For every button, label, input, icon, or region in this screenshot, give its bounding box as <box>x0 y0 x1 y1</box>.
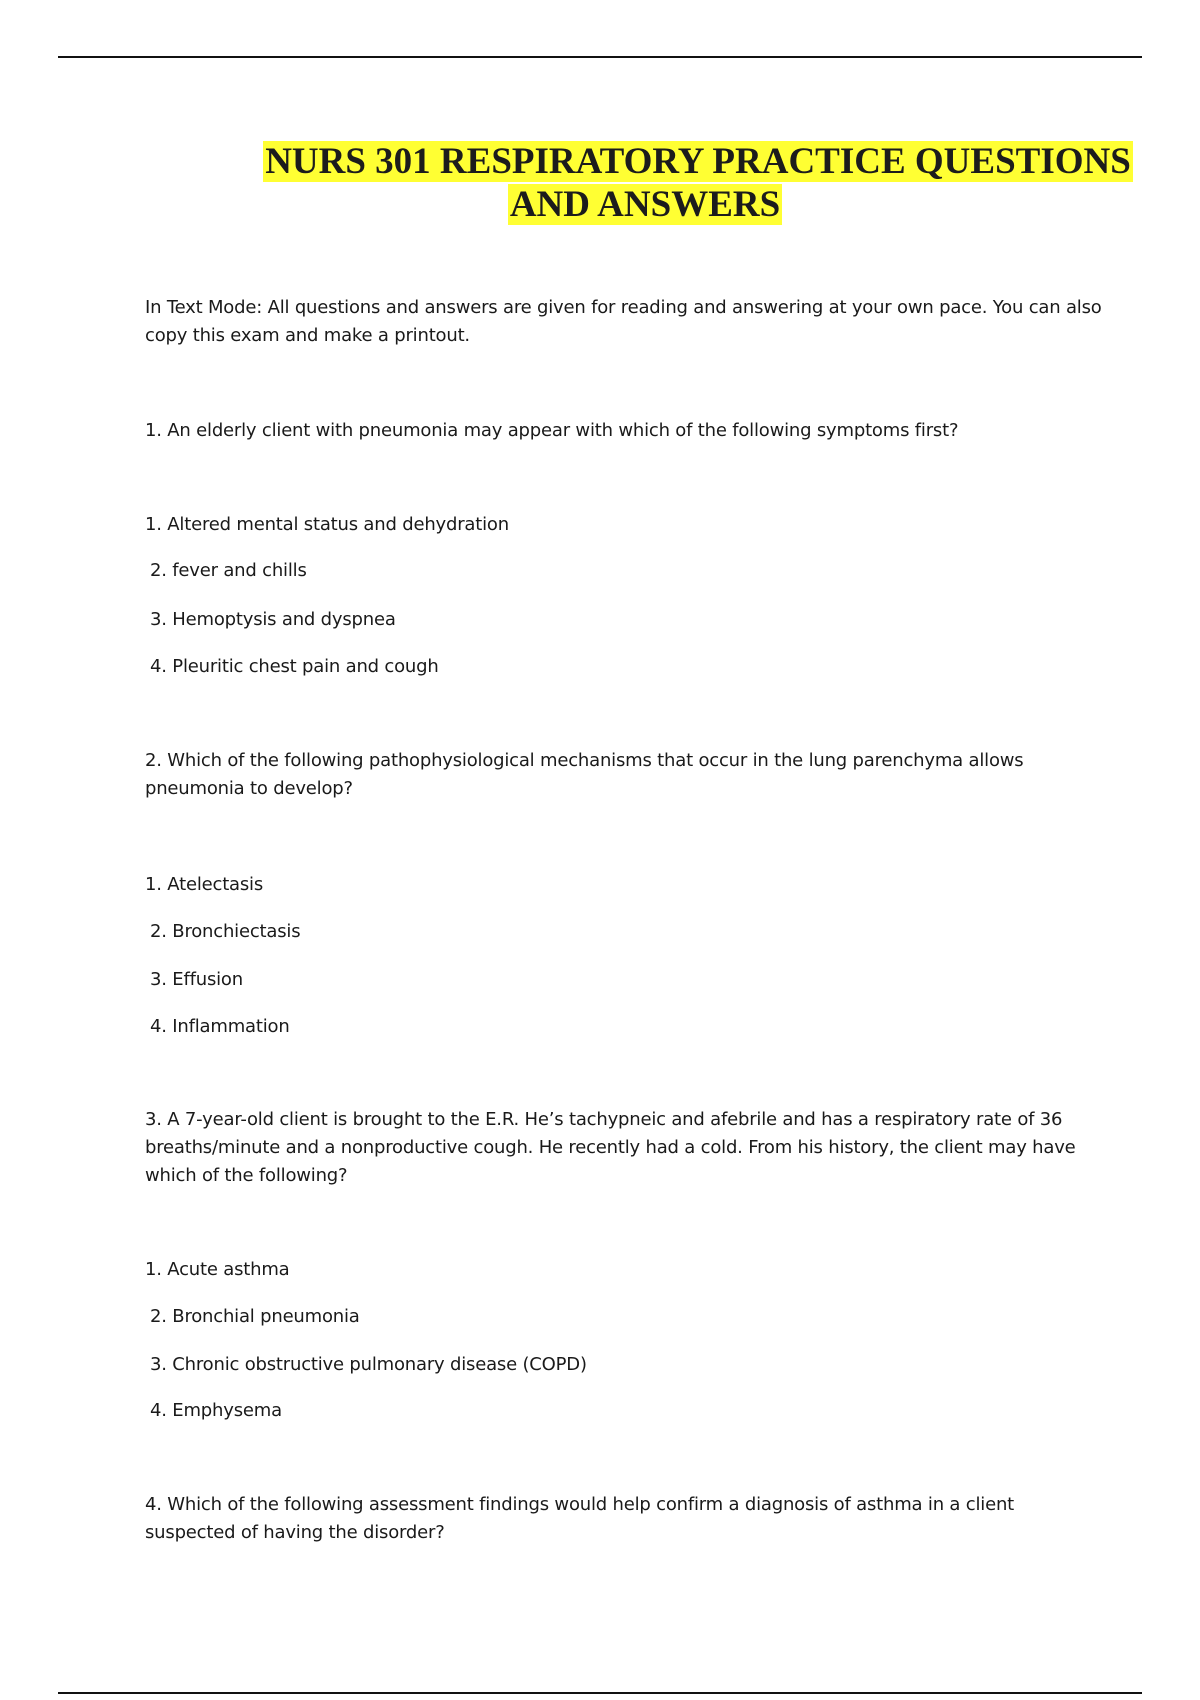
q2-option-1: 1. Atelectasis <box>145 874 264 895</box>
question-1: 1. An elderly client with pneumonia may appear with which of the following symptoms first? <box>145 420 959 441</box>
top-rule <box>58 56 1142 58</box>
q1-option-1: 1. Altered mental status and dehydration <box>145 514 509 535</box>
q3-option-3: 3. Chronic obstructive pulmonary disease (COPD) <box>150 1354 587 1375</box>
q1-option-3: 3. Hemoptysis and dyspnea <box>150 609 396 630</box>
bottom-rule <box>58 1692 1142 1694</box>
question-2: 2. Which of the following pathophysiological mechanisms that occur in the lung parenchyma allows pneumonia to develop? <box>145 750 1024 799</box>
title-line-1: NURS 301 RESPIRATORY PRACTICE QUESTIONS <box>265 141 1131 182</box>
q3-option-1: 1. Acute asthma <box>145 1259 290 1280</box>
q3-option-2: 2. Bronchial pneumonia <box>150 1306 360 1327</box>
question-3: 3. A 7-year-old client is brought to the E.R. He’s tachypneic and afebrile and has a respiratory rate of 36 breaths/minute and a nonproductive cough. He recently had a cold. From his history, the client may have which of the following? <box>145 1109 1076 1186</box>
title-line-2: AND ANSWERS <box>509 184 781 225</box>
q1-option-2: 2. fever and chills <box>150 560 307 581</box>
page-title <box>145 140 1145 226</box>
q2-option-3: 3. Effusion <box>150 969 243 990</box>
q2-option-2: 2. Bronchiectasis <box>150 921 301 942</box>
q2-option-4: 4. Inflammation <box>150 1016 290 1037</box>
intro-text: In Text Mode: All questions and answers are given for reading and answering at your own pace. You can also copy this exam and make a printout. <box>145 297 1102 346</box>
question-4: 4. Which of the following assessment findings would help confirm a diagnosis of asthma in a client suspected of having the disorder? <box>145 1494 1015 1543</box>
q3-option-4: 4. Emphysema <box>150 1400 282 1421</box>
q1-option-4: 4. Pleuritic chest pain and cough <box>150 656 439 677</box>
